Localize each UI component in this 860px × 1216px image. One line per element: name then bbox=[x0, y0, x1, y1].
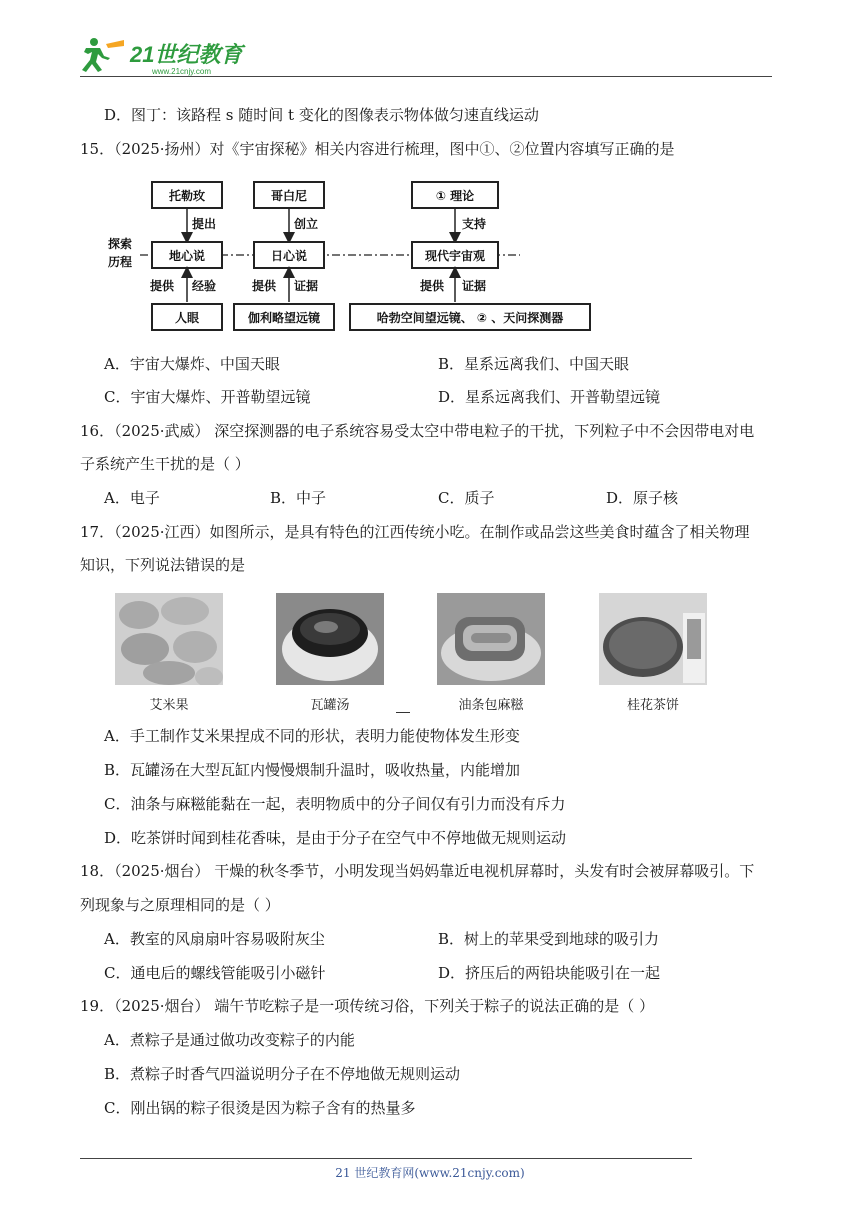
q15-option-a: A．宇宙大爆炸、中国天眼 bbox=[104, 355, 280, 373]
box-copernicus-label: 哥白尼 bbox=[270, 189, 308, 203]
logo-title: 21世纪教育 bbox=[130, 42, 243, 67]
q15-option-c: C．宇宙大爆炸、开普勒望远镜 bbox=[104, 388, 311, 406]
q19-option-c: C．刚出锅的粽子很烫是因为粽子含有的热量多 bbox=[104, 1099, 416, 1117]
q17-option-b: B．瓦罐汤在大型瓦缸内慢慢煨制升温时，吸收热量，内能增加 bbox=[104, 761, 521, 779]
q16-option-b: B．中子 bbox=[270, 489, 327, 507]
caption-waguantang: 瓦罐汤 bbox=[310, 698, 350, 713]
q15-stem: 15．（2025·扬州）对《宇宙探秘》相关内容进行梳理，图中①、②位置内容填写正确的是 bbox=[80, 140, 675, 158]
q16-option-d: D．原子核 bbox=[606, 489, 679, 507]
side-label-2: 历程 bbox=[108, 255, 133, 269]
footer-text[interactable]: 21 世纪教育网(www.21cnjy.com) bbox=[335, 1166, 525, 1180]
arrow-hubble-left-label: 提供 bbox=[420, 279, 445, 293]
q18-option-d: D．挤压后的两铅块能吸引在一起 bbox=[438, 964, 661, 982]
q18-stem-line2: 列现象与之原理相同的是（ ） bbox=[80, 896, 280, 914]
side-label-1: 探索 bbox=[108, 237, 133, 251]
q18-option-a: A．教室的风扇扇叶容易吸附灰尘 bbox=[104, 930, 325, 948]
youtiao-maci-image bbox=[437, 593, 545, 685]
box-human-eye-label: 人眼 bbox=[174, 311, 200, 325]
header-rule bbox=[80, 76, 772, 77]
q16-stem-line1: 16．（2025·武威） 深空探测器的电子系统容易受太空中带电粒子的干扰，下列粒子中不会因带电对电 bbox=[80, 422, 755, 440]
aimiguo-image bbox=[115, 593, 223, 685]
q18-option-b: B．树上的苹果受到地球的吸引力 bbox=[438, 930, 660, 948]
arrow-propose-label: 提出 bbox=[192, 217, 217, 231]
q19-option-b: B．煮粽子时香气四溢说明分子在不停地做无规则运动 bbox=[104, 1065, 461, 1083]
arrow-eye-left-label: 提供 bbox=[150, 279, 175, 293]
waguantang-image bbox=[276, 593, 384, 685]
q18-option-c: C．通电后的螺线管能吸引小磁针 bbox=[104, 964, 326, 982]
stray-mark bbox=[396, 712, 410, 713]
arrow-create-label: 创立 bbox=[294, 217, 319, 231]
q16-stem-line2: 子系统产生干扰的是（ ） bbox=[80, 455, 250, 473]
q16-option-a: A．电子 bbox=[104, 489, 160, 507]
box-galileo-telescope-label: 伽利略望远镜 bbox=[247, 311, 321, 325]
q17-option-d: D．吃茶饼时闻到桂花香味，是由于分子在空气中不停地做无规则运动 bbox=[104, 829, 567, 847]
runner-icon bbox=[82, 38, 124, 72]
box-modern-cosmology-label: 现代宇宙观 bbox=[424, 249, 486, 263]
caption-youtiao-maci: 油条包麻糍 bbox=[458, 698, 524, 713]
q17-stem-line1: 17．（2025·江西）如图所示，是具有特色的江西传统小吃。在制作或品尝这些美食时蕴含了相关物理 bbox=[80, 523, 750, 541]
box-geocentric-label: 地心说 bbox=[168, 249, 206, 263]
box-theory-label: ① 理论 bbox=[435, 189, 475, 203]
page-header bbox=[80, 34, 772, 78]
box-hubble-label: 哈勃空间望远镜、 ② 、天问探测器 bbox=[376, 311, 564, 325]
arrow-support-label: 支持 bbox=[462, 217, 487, 231]
q16-option-c: C．质子 bbox=[438, 489, 495, 507]
arrow-hubble-right-label: 证据 bbox=[462, 279, 487, 293]
footer-rule bbox=[80, 1158, 692, 1159]
arrow-eye-right-label: 经验 bbox=[192, 279, 217, 293]
q17-option-a: A．手工制作艾米果捏成不同的形状，表明力能使物体发生形变 bbox=[104, 727, 520, 745]
q19-option-a: A．煮粽子是通过做功改变粽子的内能 bbox=[104, 1031, 355, 1049]
q15-option-b: B．星系远离我们、中国天眼 bbox=[438, 355, 630, 373]
logo-url: www.21cnjy.com bbox=[152, 67, 211, 76]
caption-guihua-chabing: 桂花茶饼 bbox=[626, 698, 679, 713]
logo bbox=[80, 34, 260, 78]
guihua-chabing-image bbox=[599, 593, 707, 685]
box-heliocentric-label: 日心说 bbox=[270, 249, 308, 263]
caption-aimiguo: 艾米果 bbox=[149, 698, 189, 713]
arrow-galileo-right-label: 证据 bbox=[294, 279, 319, 293]
q14-option-d: D．图丁：该路程 s 随时间 t 变化的图像表示物体做匀速直线运动 bbox=[104, 106, 539, 124]
q19-stem: 19．（2025·烟台） 端午节吃粽子是一项传统习俗，下列关于粽子的说法正确的是（ ） bbox=[80, 997, 655, 1015]
arrow-galileo-left-label: 提供 bbox=[252, 279, 277, 293]
q18-stem-line1: 18．（2025·烟台） 干燥的秋冬季节，小明发现当妈妈靠近电视机屏幕时，头发有时会被屏幕吸引。下 bbox=[80, 862, 755, 880]
q17-stem-line2: 知识，下列说法错误的是 bbox=[80, 556, 246, 574]
q15-option-d: D．星系远离我们、开普勒望远镜 bbox=[438, 388, 661, 406]
q17-option-c: C．油条与麻糍能黏在一起，表明物质中的分子间仅有引力而没有斥力 bbox=[104, 795, 566, 813]
universe-exploration-diagram bbox=[100, 178, 620, 338]
box-ptolemy-label: 托勒玫 bbox=[168, 189, 206, 203]
